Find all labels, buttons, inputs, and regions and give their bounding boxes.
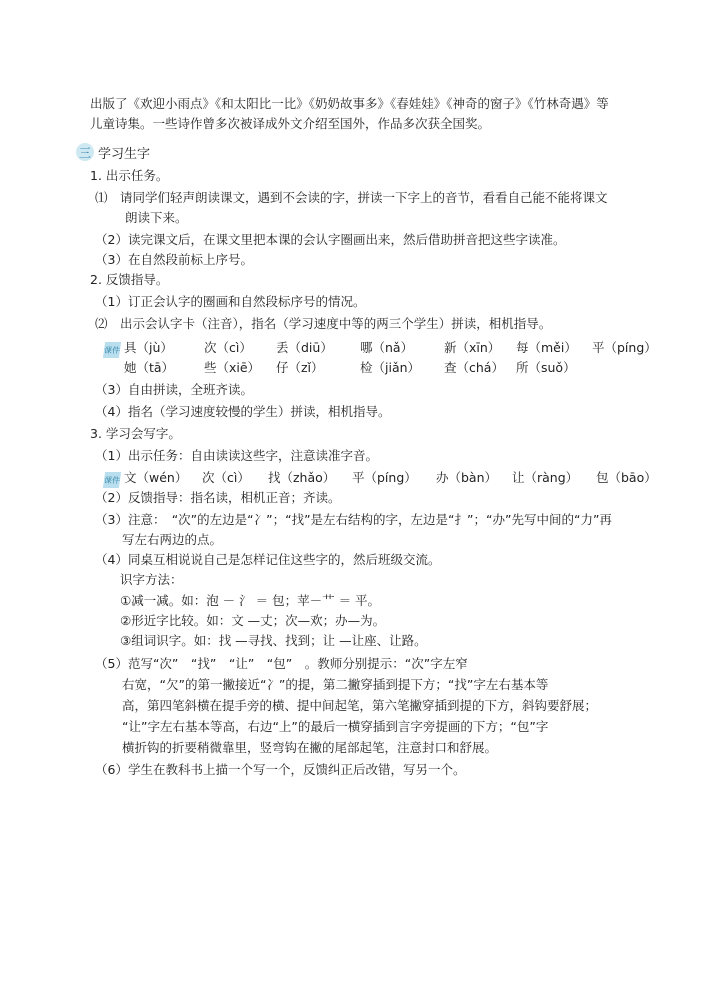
char-card: 检（jiǎn） — [360, 360, 421, 375]
step3-item-2: （2）反馈指导：指名读，相机正音；齐读。 — [95, 490, 341, 505]
step2-item-1: （1）订正会认字的圈画和自然段标序号的情况。 — [95, 294, 366, 309]
step3-item-4: （4）同桌互相说说自己是怎样记住这些字的，然后班级交流。 — [95, 552, 441, 567]
step1-item-3: （3）在自然段前标上序号。 — [95, 252, 253, 267]
char-card: 具（jù） — [124, 340, 173, 355]
char-card: 她（tā） — [124, 360, 175, 375]
char-card: 让（ràng） — [512, 470, 579, 485]
char-card: 每（měi） — [516, 340, 577, 355]
char-card: 新（xīn） — [444, 340, 501, 355]
char-card: 哪（nǎ） — [360, 340, 414, 355]
courseware-tag: 课件 — [103, 472, 121, 488]
method-1: ①减一减。如：泡 － 氵 ＝ 包；苹－艹 ＝ 平。 — [120, 593, 381, 608]
step2-heading: 2. 反馈指导。 — [90, 272, 169, 287]
intro-line-1: 出版了《欢迎小雨点》《和太阳比一比》《奶奶故事多》《春娃娃》《神奇的窗子》《竹林奇遇》等 — [90, 96, 609, 111]
char-card: 找（zhǎo） — [268, 470, 336, 485]
step2-item-2: ⑵ 出示会认字卡（注音），指名（学习速度中等的两三个学生）拼读，相机指导。 — [95, 316, 552, 331]
char-card: 平（píng） — [592, 340, 657, 355]
method-2: ②形近字比较。如：文 —丈；次—欢；办—为。 — [120, 613, 386, 628]
char-card: 文（wén） — [124, 470, 188, 485]
char-card: 些（xiē） — [204, 360, 261, 375]
step3-heading: 3. 学习会写字。 — [90, 426, 181, 441]
step3-item-5d: “让”字左右基本等高，右边“上”的最后一横穿插到言字旁提画的下方；“包”字 — [122, 719, 549, 734]
char-card: 仔（zǐ） — [276, 360, 324, 375]
method-3: ③组词识字。如：找 —寻找、找到；让 —让座、让路。 — [120, 633, 427, 648]
char-card: 丢（diū） — [276, 340, 333, 355]
section-title: 学习生字 — [98, 146, 151, 162]
char-card: 次（cì） — [204, 340, 252, 355]
step1-item-1a: ⑴ 请同学们轻声朗读课文，遇到不会读的字，拼读一下字上的音节，看看自己能不能将课文 — [95, 190, 608, 205]
char-card: 办（bàn） — [436, 470, 498, 485]
step3-item-1: （1）出示任务：自由读读这些字，注意读准字音。 — [95, 448, 378, 463]
char-card: 包（bāo） — [596, 470, 657, 485]
step3-item-3b: 写左右两边的点。 — [122, 532, 223, 547]
step3-item-5a: （5）范写“次” “找” “让” “包” 。教师分别提示：“次”字左窄 — [95, 656, 468, 671]
char-card: 次（cì） — [202, 470, 250, 485]
step3-item-5e: 横折钩的折要稍微靠里，竖弯钩在撇的尾部起笔，注意封口和舒展。 — [122, 740, 498, 755]
step2-item-4: （4）指名（学习速度较慢的学生）拼读，相机指导。 — [95, 404, 391, 419]
char-card: 查（chá） — [444, 360, 504, 375]
step3-item-3a: （3）注意： “次”的左边是“冫”；“找”是左右结构的字，左边是“扌”；“办”先写中间的“力”再 — [95, 512, 612, 527]
intro-line-2: 儿童诗集。一些诗作曾多次被译成外文介绍至国外，作品多次获全国奖。 — [90, 116, 491, 131]
char-card: 平（píng） — [352, 470, 417, 485]
step3-item-6: （6）学生在教科书上描一个写一个，反馈纠正后改错，写另一个。 — [95, 762, 466, 777]
step3-item-5c: 高，第四笔斜横在提手旁的横、提中间起笔，第六笔撇穿插到提的下方，斜钩要舒展； — [122, 698, 598, 713]
step1-item-2: （2）读完课文后，在课文里把本课的会认字圈画出来，然后借助拼音把这些字读准。 — [95, 232, 566, 247]
method-title: 识字方法： — [120, 572, 183, 587]
step1-item-1b: 朗读下来。 — [125, 210, 188, 225]
step2-item-3: （3）自由拼读，全班齐读。 — [95, 382, 253, 397]
char-card: 所（suǒ） — [516, 360, 576, 375]
section-number-badge: 三 — [76, 143, 94, 161]
step1-heading: 1. 出示任务。 — [90, 168, 169, 183]
courseware-tag: 课件 — [103, 342, 121, 358]
step3-item-5b: 右宽，“欠”的第一撇接近“冫”的提，第二撇穿插到提下方；“找”字左右基本等 — [122, 677, 549, 692]
section-heading — [76, 142, 150, 162]
